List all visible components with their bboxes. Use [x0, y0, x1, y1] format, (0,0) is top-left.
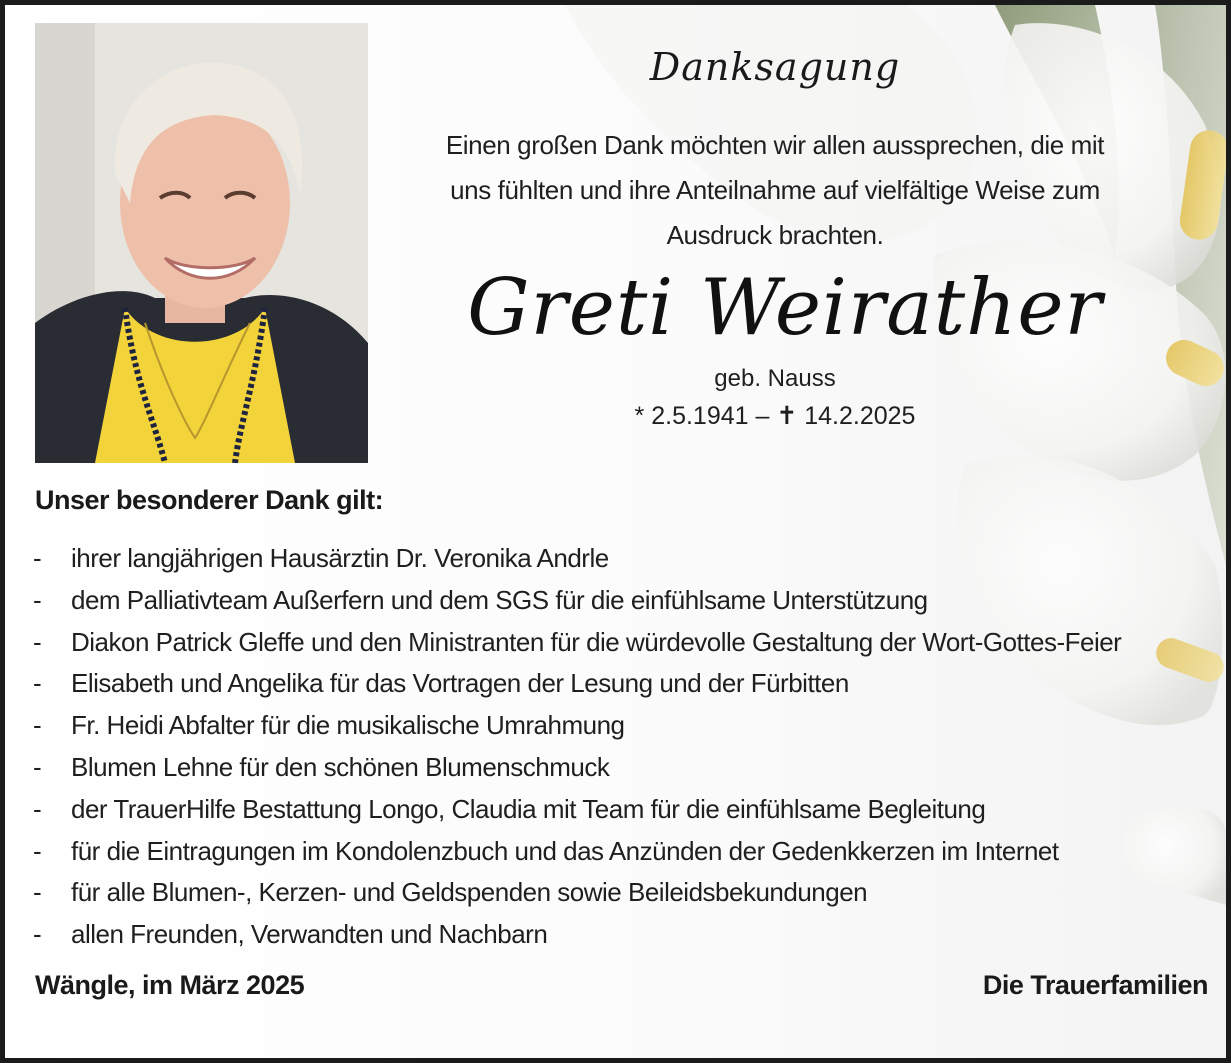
list-item-text: für die Eintragungen im Kondolenzbuch und das Anzünden der Gedenkkerzen im Internet	[71, 835, 1059, 866]
list-item	[33, 872, 1183, 914]
life-dates: * 2.5.1941 – ✝ 14.2.2025	[634, 402, 916, 430]
list-item	[33, 663, 1183, 705]
bullet: -	[33, 877, 42, 908]
list-item	[33, 538, 1183, 580]
list-item-text: für alle Blumen-, Kerzen- und Geldspenden sowie Beileidsbekundungen	[71, 877, 868, 908]
list-item	[33, 622, 1183, 664]
bullet: -	[33, 626, 42, 657]
portrait-photo	[35, 23, 368, 463]
deceased-name: Greti Weirather	[467, 263, 1103, 353]
list-item-text: Blumen Lehne für den schönen Blumenschmuck	[71, 751, 610, 782]
bullet: -	[33, 919, 42, 950]
list-item-text: ihrer langjährigen Hausärztin Dr. Veronika Andrle	[71, 543, 609, 573]
list-item-text: allen Freunden, Verwandten und Nachbarn	[71, 919, 548, 950]
signature: Die Trauerfamilien	[982, 970, 1208, 1000]
list-item-text: dem Palliativteam Außerfern und dem SGS für die einfühlsame Unterstützung	[71, 584, 928, 615]
thanks-list	[33, 538, 1183, 956]
list-item-text: Elisabeth und Angelika für das Vortragen der Lesung und der Fürbitten	[71, 668, 849, 699]
bullet: -	[33, 668, 42, 699]
bullet: -	[33, 793, 42, 824]
list-item-text: der TrauerHilfe Bestattung Longo, Claudia mit Team für die einfühlsame Begleitung	[71, 793, 986, 824]
place-date: Wängle, im März 2025	[35, 970, 305, 1000]
birth-name: geb. Nauss	[714, 365, 836, 392]
thanks-heading: Unser besonderer Dank gilt:	[35, 485, 384, 515]
list-item	[33, 914, 1183, 956]
bullet: -	[33, 835, 42, 866]
list-item-text: Diakon Patrick Gleffe und den Ministranten für die würdevolle Gestaltung der Wort-Gottes-Feier	[71, 626, 1122, 657]
intro-line: uns fühlten und ihre Anteilnahme auf vielfältige Weise zum	[450, 175, 1100, 205]
heading-danksagung: Danksagung	[649, 45, 901, 89]
bullet: -	[33, 710, 42, 741]
intro-line: Einen großen Dank möchten wir allen aussprechen, die mit	[445, 130, 1105, 160]
list-item	[33, 789, 1183, 831]
bullet: -	[33, 751, 42, 782]
intro-text	[425, 123, 1125, 258]
list-item	[33, 831, 1183, 873]
intro-line: Ausdruck brachten.	[666, 220, 884, 250]
list-item	[33, 705, 1183, 747]
list-item	[33, 747, 1183, 789]
list-item-text: Fr. Heidi Abfalter für die musikalische Umrahmung	[71, 710, 625, 741]
bullet: -	[33, 543, 42, 573]
bullet: -	[33, 584, 42, 615]
list-item	[33, 580, 1183, 622]
